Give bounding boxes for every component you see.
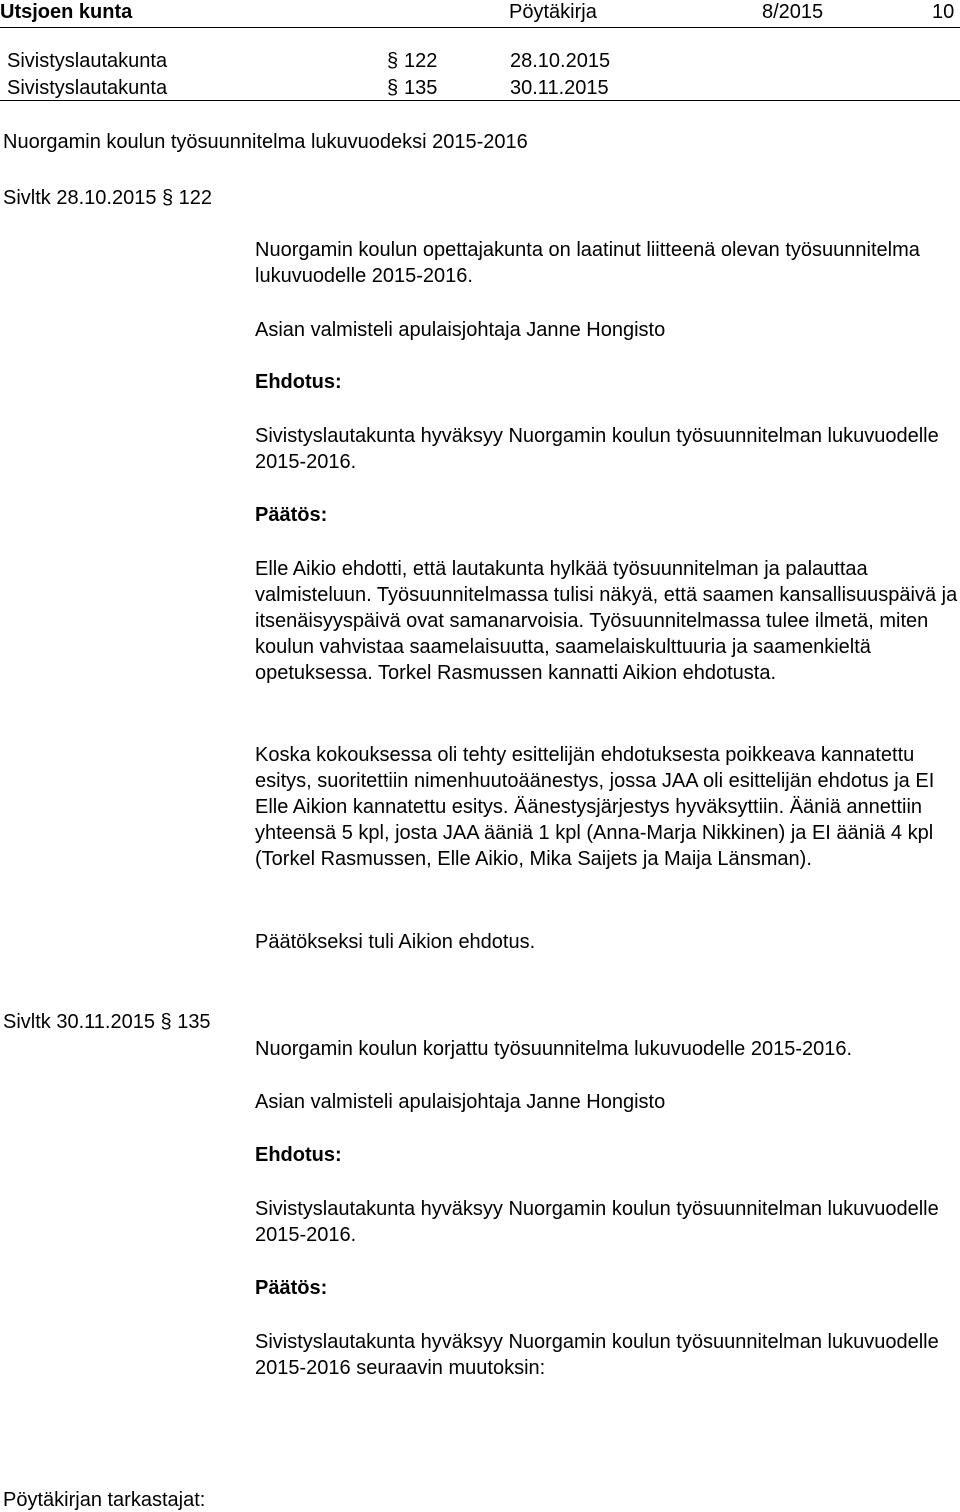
document-number: 8/2015	[762, 1, 824, 23]
reference-section: 122	[404, 50, 438, 72]
reference-date: 30.11.2015	[510, 77, 609, 99]
reviewers-label: Pöytäkirjan tarkastajat:	[3, 1489, 206, 1511]
decision-text: Sivistyslautakunta hyväksyy Nuorgamin koulun työsuunnitelman lukuvuodelle 2015-2016 seuraavin muutoksin:	[255, 1331, 939, 1379]
references-divider	[0, 100, 960, 101]
meeting-label: Sivltk 28.10.2015 § 122	[3, 187, 213, 209]
reference-section: 135	[404, 77, 438, 99]
header-divider	[0, 27, 960, 28]
reference-body: Sivistyslautakunta	[7, 77, 168, 99]
reference-body: Sivistyslautakunta	[7, 50, 168, 72]
preparer-text: Asian valmisteli apulaisjohtaja Janne Hongisto	[255, 319, 666, 341]
decision-heading: Päätös:	[255, 1277, 328, 1299]
reference-date: 28.10.2015	[510, 50, 611, 72]
section-sign-icon: §	[387, 77, 399, 99]
meeting-label: Sivltk 30.11.2015 § 135	[3, 1011, 211, 1033]
intro-text: Nuorgamin koulun opettajakunta on laatinut liitteenä olevan työsuunnitelma lukuvuodelle 2015-2016.	[255, 239, 920, 287]
preparer-text: Asian valmisteli apulaisjohtaja Janne Hongisto	[255, 1091, 666, 1113]
decision-paragraph: Elle Aikio ehdotti, että lautakunta hylkää työsuunnitelman ja palauttaa valmisteluun. Työsuunnitelmassa tulisi näkyä, että saamen kansallisuuspäivä ja itsenäisyyspäivä ovat samanarvoisia. Työsuunnitelmassa tulee ilmetä, miten koulun vahvistaa saamelaisuutta, saamelaiskulttuuria ja saamenkieltä opetuksessa. Torkel Rasmussen kannatti Aikion ehdotusta.	[255, 558, 958, 684]
page-number: 10	[932, 1, 955, 23]
proposal-text: Sivistyslautakunta hyväksyy Nuorgamin koulun työsuunnitelman lukuvuodelle 2015-2016.	[255, 1198, 939, 1246]
vote-paragraph: Koska kokouksessa oli tehty esittelijän ehdotuksesta poikkeava kannatettu esitys, suoritettiin nimenhuutoäänestys, jossa JAA oli esittelijän ehdotus ja EI Elle Aikion kannatettu esitys. Äänestysjärjestys hyväksyttiin. Ääniä annettiin yhteensä 5 kpl, josta JAA ääniä 1 kpl (Anna-Marja Nikkinen) ja EI ääniä 4 kpl (Torkel Rasmussen, Elle Aikio, Mika Saijets ja Maija Länsman).	[255, 744, 935, 870]
decision-heading: Päätös:	[255, 504, 328, 526]
municipality-name: Utsjoen kunta	[0, 1, 133, 23]
intro-text: Nuorgamin koulun korjattu työsuunnitelma lukuvuodelle 2015-2016.	[255, 1038, 853, 1060]
decision-result: Päätökseksi tuli Aikion ehdotus.	[255, 931, 536, 953]
proposal-text: Sivistyslautakunta hyväksyy Nuorgamin koulun työsuunnitelman lukuvuodelle 2015-2016.	[255, 425, 939, 473]
document-type: Pöytäkirja	[509, 1, 597, 23]
proposal-heading: Ehdotus:	[255, 371, 342, 393]
document-title: Nuorgamin koulun työsuunnitelma lukuvuodeksi 2015-2016	[3, 131, 528, 153]
proposal-heading: Ehdotus:	[255, 1144, 342, 1166]
section-sign-icon: §	[387, 50, 399, 72]
